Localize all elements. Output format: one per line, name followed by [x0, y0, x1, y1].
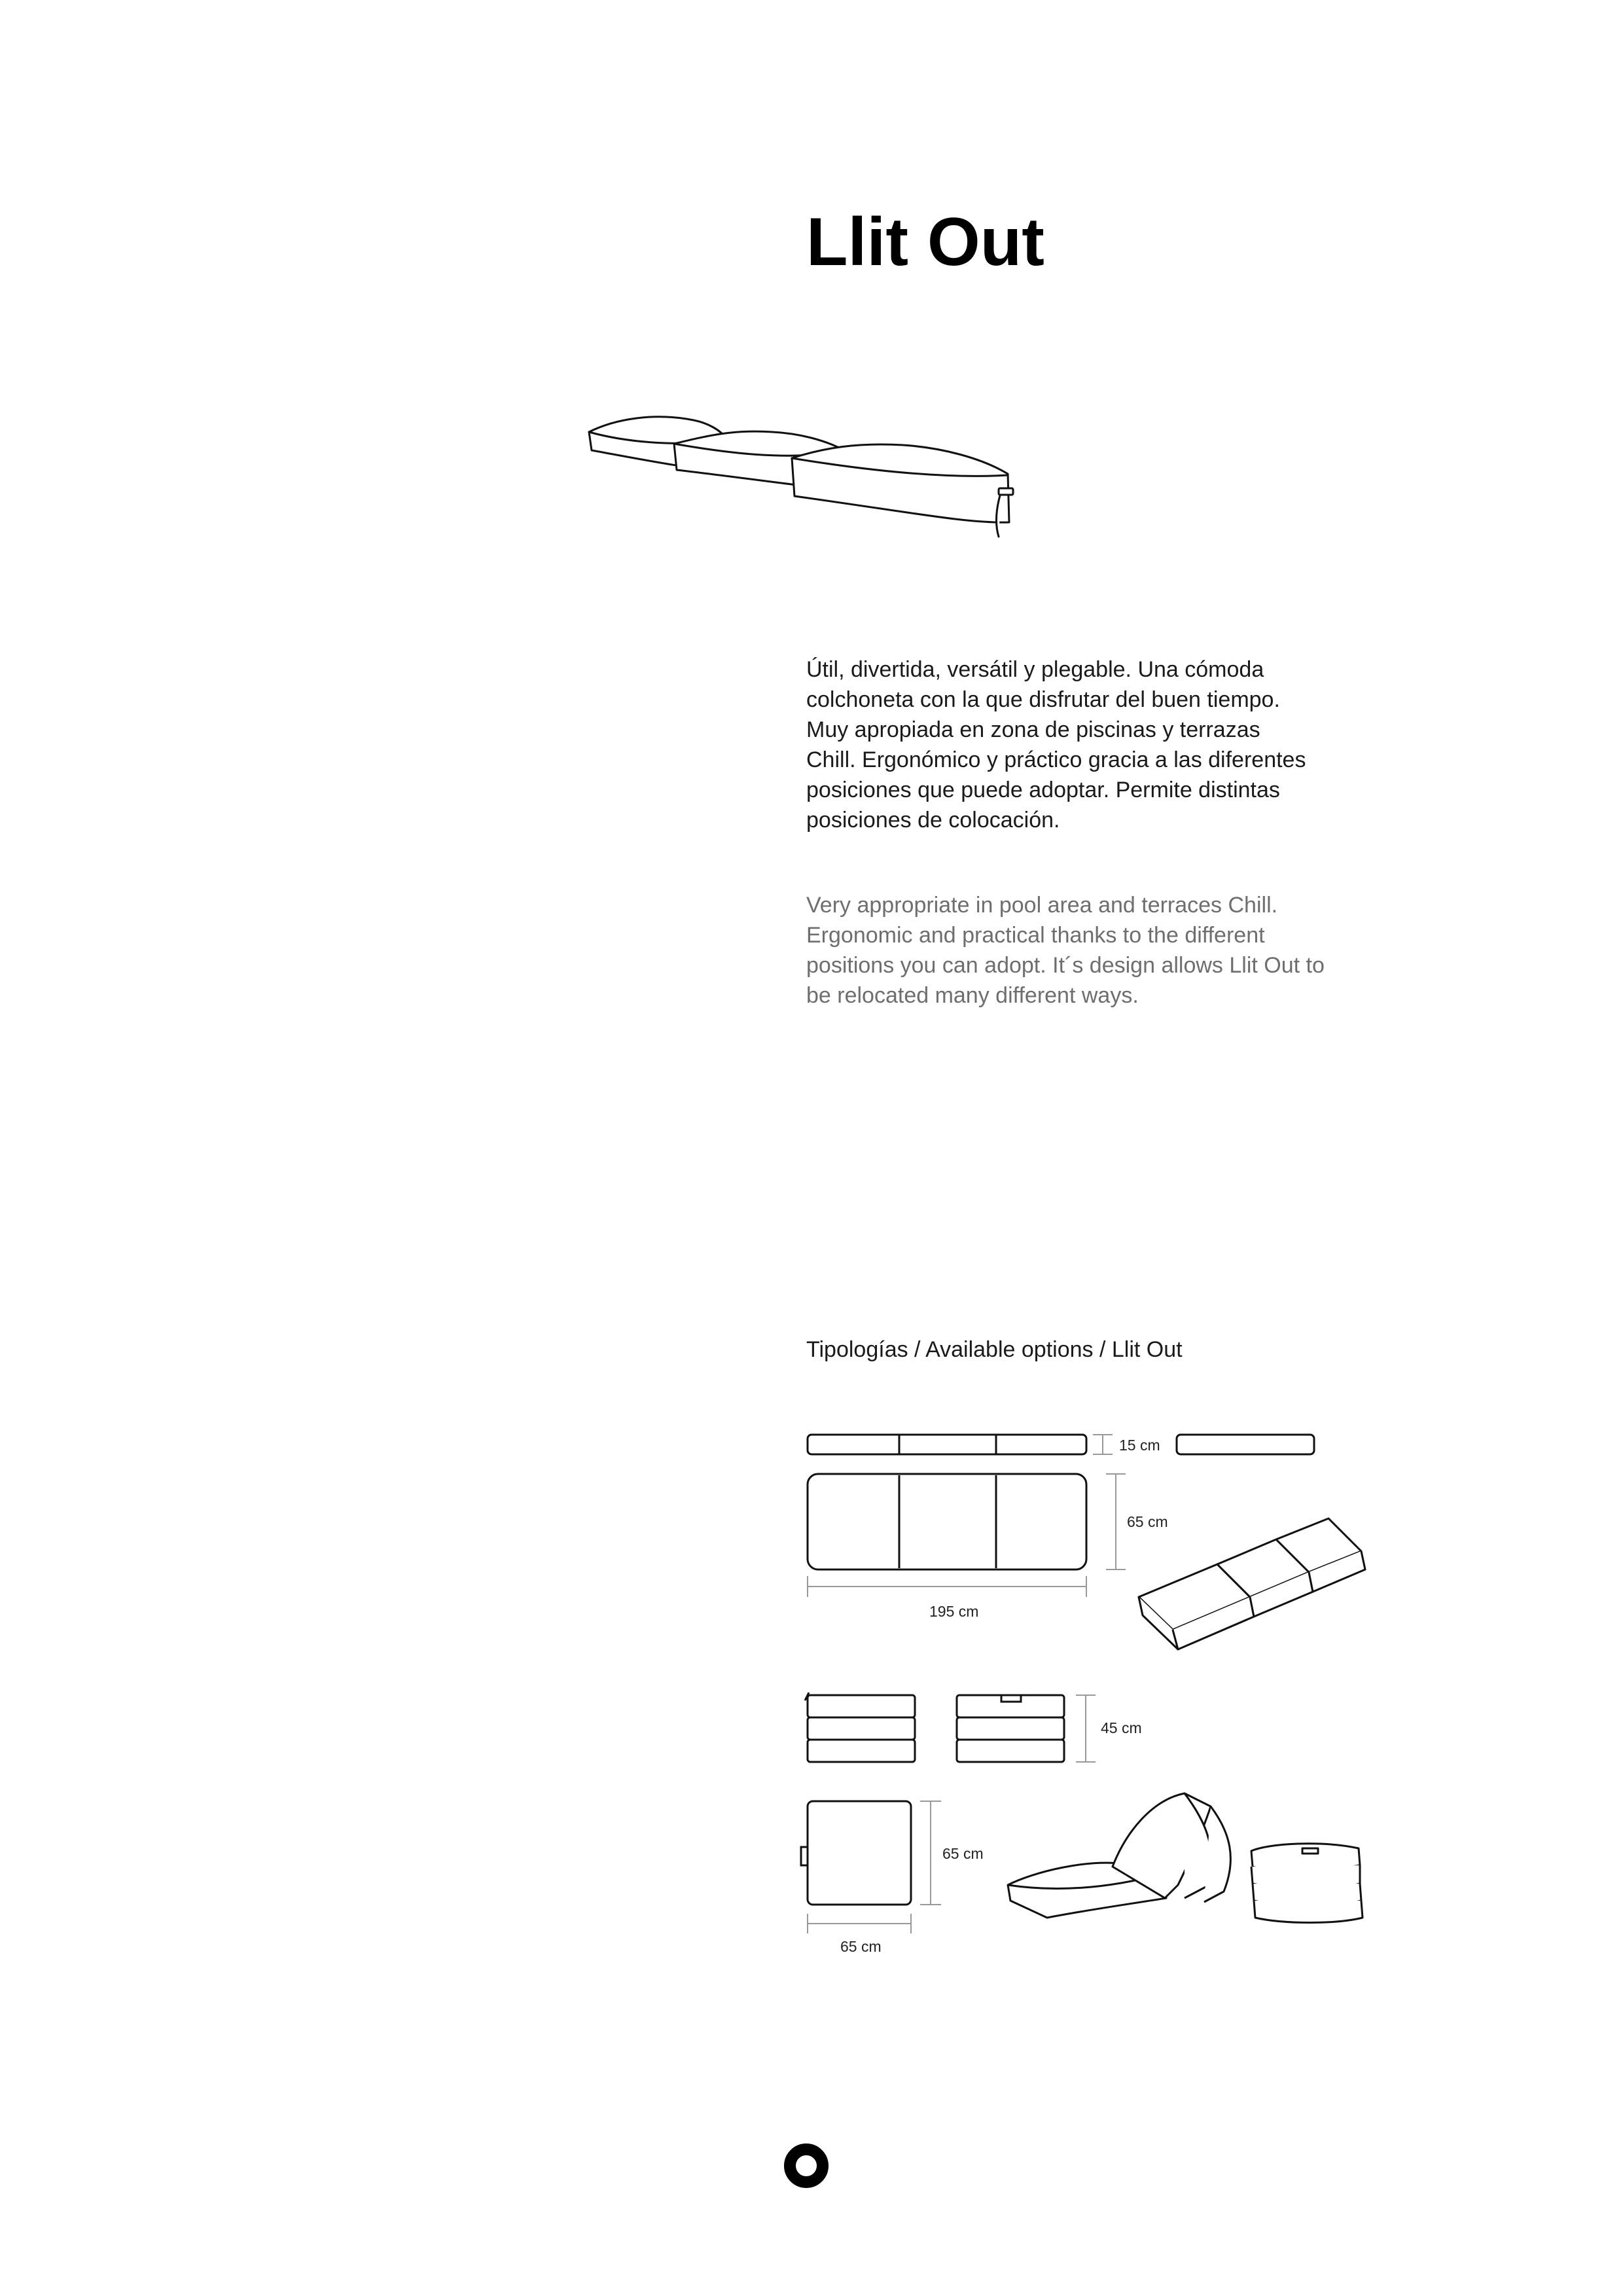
stack-height-label: 45 cm	[1101, 1719, 1142, 1736]
thin-profile-view	[808, 1435, 1086, 1454]
width-label: 65 cm	[1127, 1513, 1168, 1530]
single-module-profile	[1177, 1435, 1314, 1454]
stack-front-view	[805, 1693, 915, 1762]
length-label: 195 cm	[929, 1603, 979, 1620]
square-height-dimension	[920, 1801, 941, 1905]
plan-view	[808, 1474, 1086, 1570]
page-title: Llit Out	[806, 204, 1044, 280]
thickness-label: 15 cm	[1119, 1437, 1160, 1454]
description-es-line: Muy apropiada en zona de piscinas y terrazas	[806, 717, 1260, 742]
description-spanish	[806, 655, 1395, 835]
square-height-label: 65 cm	[942, 1845, 984, 1862]
options-heading: Tipologías / Available options / Llit Out	[806, 1337, 1183, 1362]
thickness-dimension	[1093, 1435, 1113, 1454]
square-top-view	[801, 1801, 911, 1905]
description-es-line: Útil, divertida, versátil y plegable. Una cómoda	[806, 657, 1264, 682]
width-dimension	[1106, 1474, 1126, 1570]
description-en-line: be relocated many different ways.	[806, 983, 1139, 1008]
square-width-label: 65 cm	[840, 1938, 882, 1955]
description-es-line: posiciones que puede adoptar. Permite distintas	[806, 778, 1280, 802]
chair-configuration-icon	[1008, 1793, 1230, 1918]
description-english	[806, 890, 1395, 1011]
description-en-line: Ergonomic and practical thanks to the different	[806, 923, 1265, 948]
folding-mattress-icon	[576, 393, 1060, 563]
description-es-line: Chill. Ergonómico y práctico gracia a las diferentes	[806, 747, 1306, 772]
description-es-line: posiciones de colocación.	[806, 808, 1060, 833]
brand-ring-icon	[783, 2143, 829, 2189]
perspective-flat-mattress-icon	[1139, 1518, 1365, 1649]
description-en-line: positions you can adopt. It´s design allows Llit Out to	[806, 953, 1325, 978]
stack-handle-view	[957, 1695, 1064, 1762]
length-dimension	[808, 1576, 1086, 1597]
stack-height-dimension	[1076, 1695, 1096, 1762]
description-es-line: colchoneta con la que disfrutar del buen tiempo.	[806, 687, 1280, 712]
description-en-line: Very appropriate in pool area and terraces Chill.	[806, 893, 1278, 918]
stacked-pouf-icon	[1251, 1844, 1363, 1923]
options-diagram	[785, 1401, 1414, 1964]
square-width-dimension	[808, 1914, 911, 1933]
